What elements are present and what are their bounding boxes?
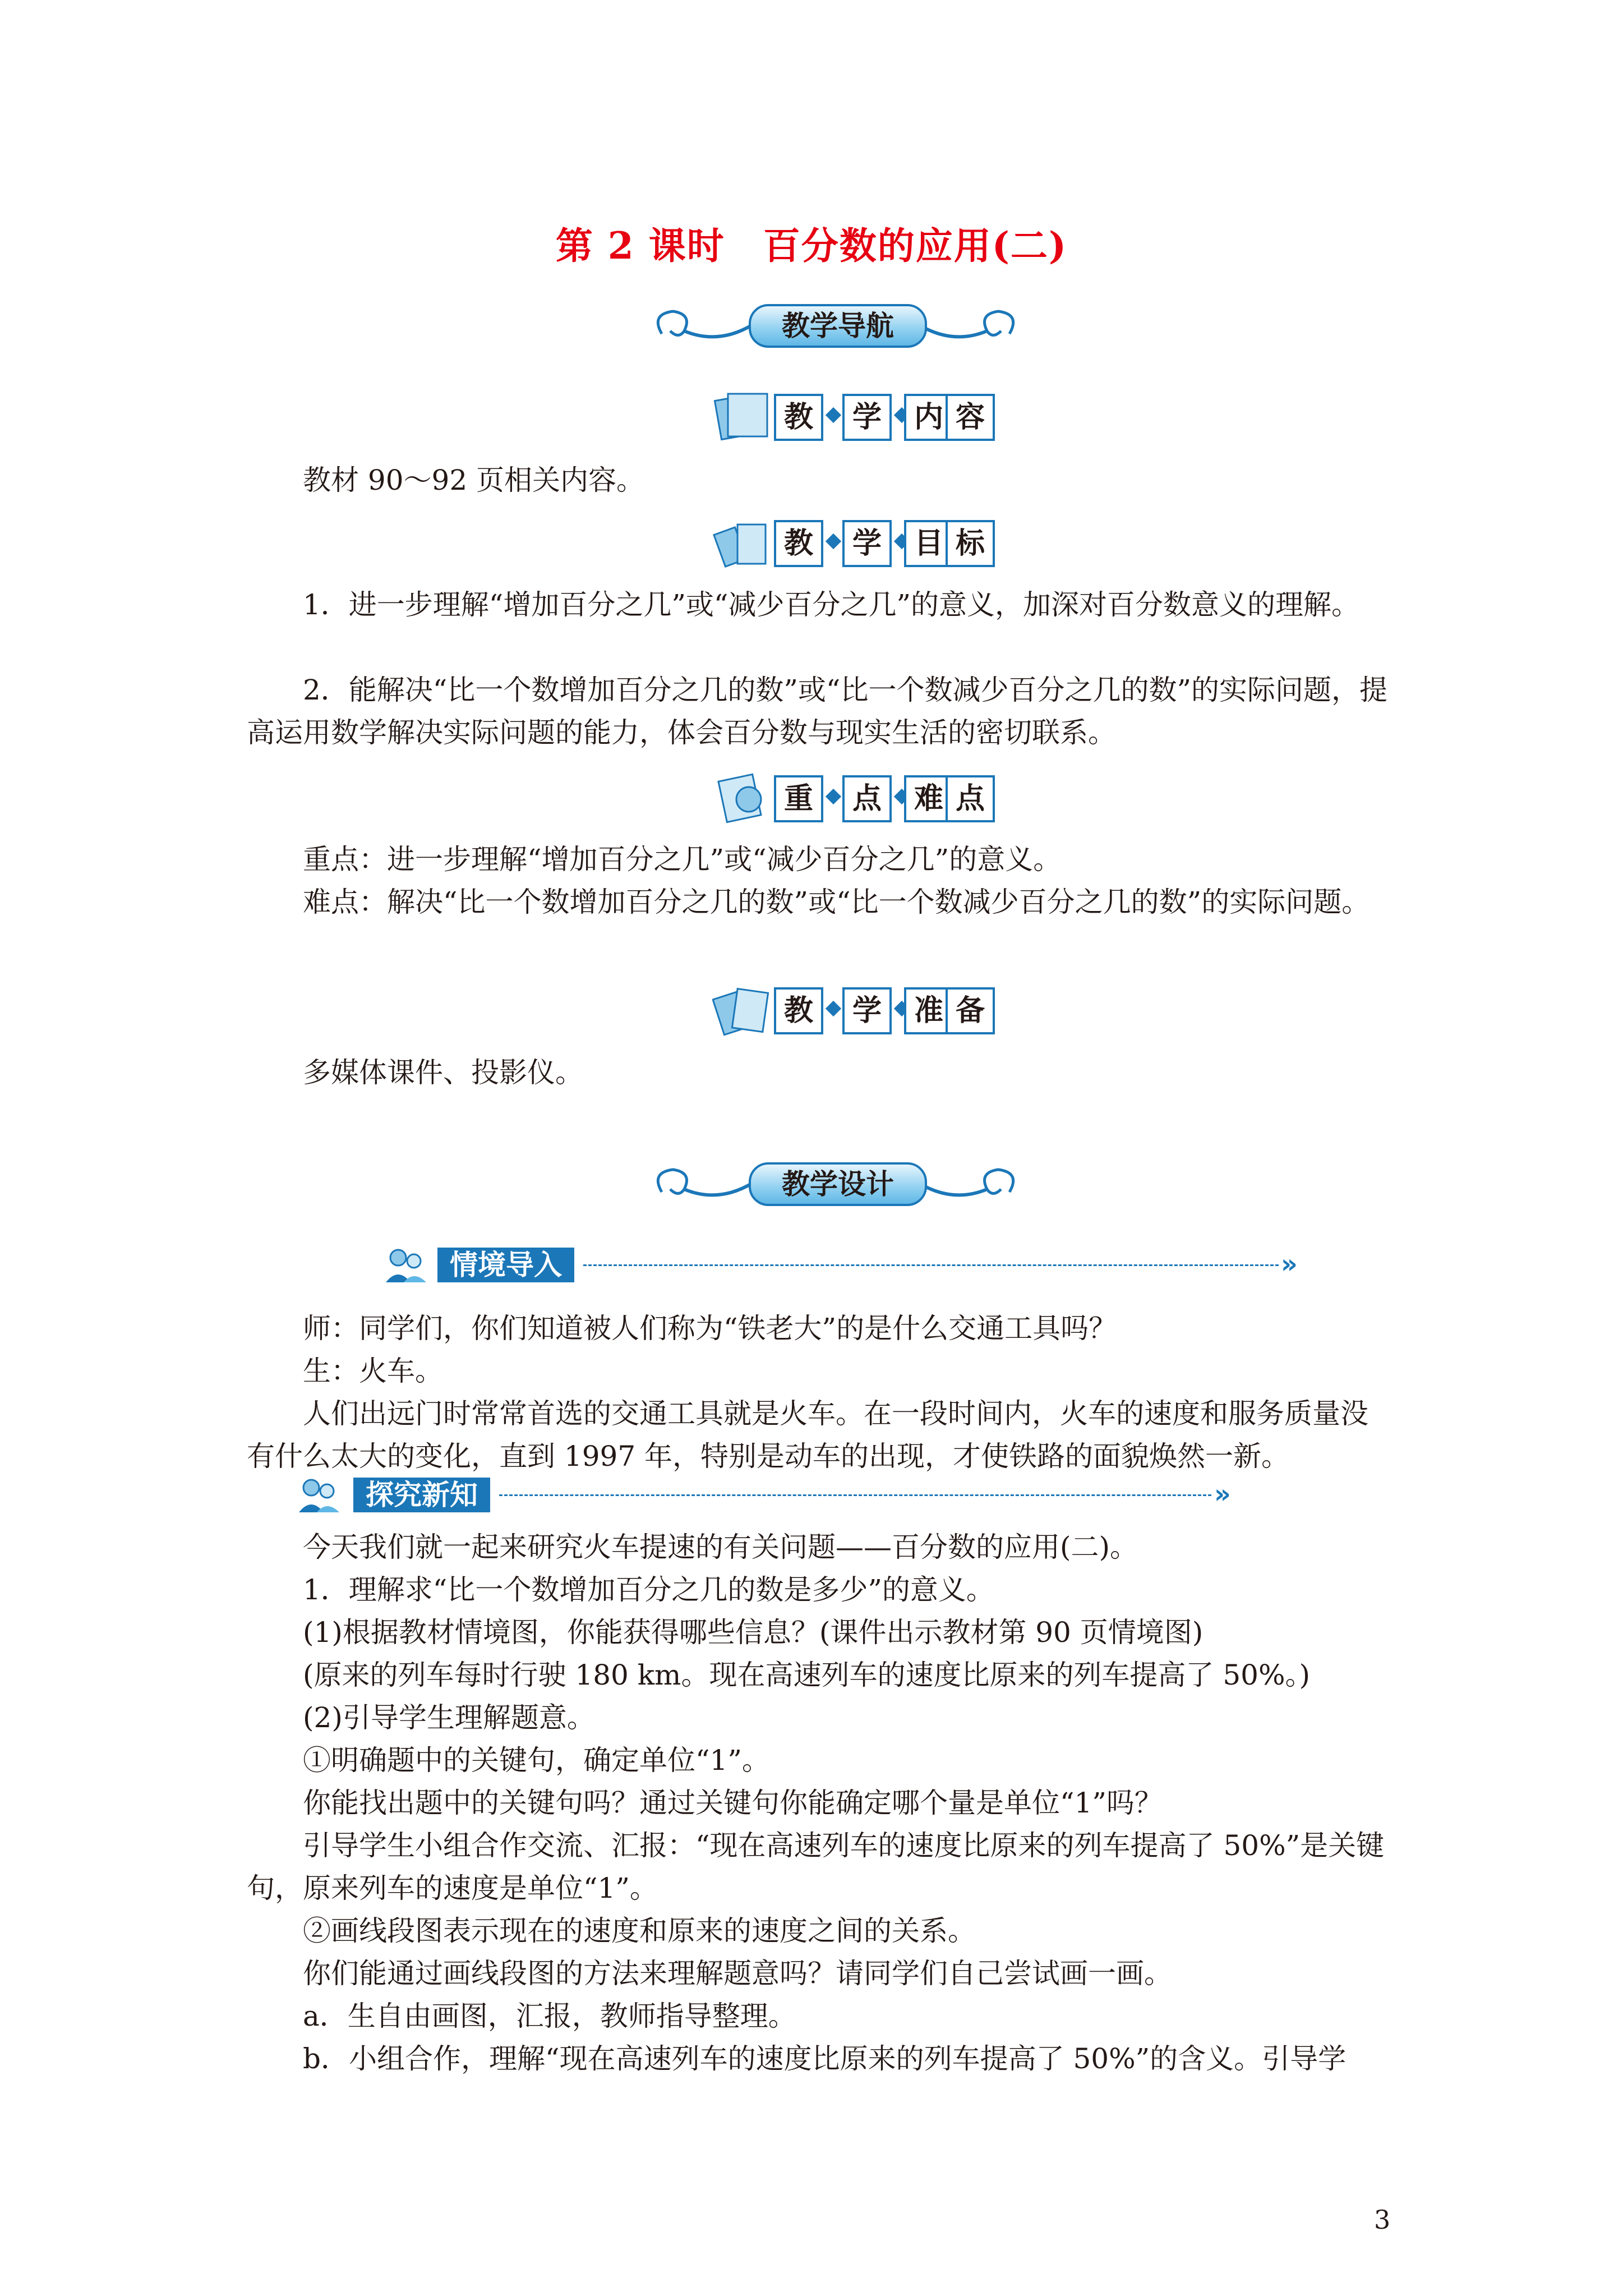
explore-p1: 今天我们就一起来研究火车提速的有关问题——百分数的应用(二)。 (303, 1531, 1138, 1563)
section-char: 点 (946, 775, 995, 822)
explore-p5: (2)引导学生理解题意。 (303, 1701, 595, 1734)
section-char: 容 (946, 394, 995, 441)
explore-p8: 引导学生小组合作交流、汇报：“现在高速列车的速度比原来的列车提高了 50%”是关键句，原来列车的速度是单位“1”。 (247, 1829, 1385, 1904)
section-head-content (712, 387, 993, 443)
section-char: 教 (774, 394, 823, 441)
double-arrow-icon: » (1281, 1249, 1298, 1279)
tab-label: 探究新知 (353, 1478, 490, 1512)
intro-teacher: 师：同学们，你们知道被人们称为“铁老大”的是什么交通工具吗？ (303, 1312, 1117, 1345)
explore-p7: 你能找出题中的关键句吗？通过关键句你能确定哪个量是单位“1”吗？ (303, 1787, 1163, 1819)
section-char: 教 (774, 520, 823, 567)
explore-p10: 你们能通过画线段图的方法来理解题意吗？请同学们自己尝试画一画。 (303, 1957, 1172, 1990)
prep-text: 多媒体课件、投影仪。 (303, 1056, 583, 1089)
tab-intro (381, 1245, 1312, 1285)
difficult-point: 难点：解决“比一个数增加百分之几的数”或“比一个数减少百分之几的数”的实际问题。 (303, 886, 1370, 918)
key-point: 重点：进一步理解“增加百分之几”或“减少百分之几”的意义。 (303, 843, 1062, 876)
section-head-keypoints (712, 769, 993, 825)
goal-1: 1．进一步理解“增加百分之几”或“减少百分之几”的意义，加深对百分数意义的理解。 (303, 588, 1360, 621)
files-icon (712, 981, 774, 1037)
explore-p11: a．生自由画图，汇报，教师指导整理。 (303, 2000, 796, 2032)
section-char: 目 (904, 520, 953, 567)
banner-label: 教学设计 (749, 1162, 927, 1206)
section-char: 标 (946, 520, 995, 567)
document-icon (712, 769, 774, 825)
section-head-goals (712, 513, 993, 569)
banner-teaching-guide (639, 292, 1032, 359)
double-arrow-icon: » (1214, 1479, 1231, 1509)
section-char: 准 (904, 987, 953, 1034)
explore-p12: b．小组合作，理解“现在高速列车的速度比原来的列车提高了 50%”的含义。引导学 (303, 2042, 1347, 2075)
section-char: 备 (946, 987, 995, 1034)
section-char: 内 (904, 394, 953, 441)
section-char: 教 (774, 987, 823, 1034)
content-text: 教材 90～92 页相关内容。 (303, 464, 645, 496)
explore-p4: (原来的列车每时行驶 180 km。现在高速列车的速度比原来的列车提高了 50%。) (303, 1659, 1310, 1691)
tab-label: 情境导入 (437, 1248, 574, 1282)
people-icon (381, 1245, 432, 1285)
folder-icon (712, 387, 774, 443)
explore-p9: ②画线段图表示现在的速度和原来的速度之间的关系。 (303, 1915, 976, 1947)
section-char: 学 (842, 394, 892, 441)
explore-p3: (1)根据教材情境图，你能获得哪些信息？(课件出示教材第 90 页情境图) (303, 1616, 1204, 1649)
tab-explore (294, 1475, 1242, 1515)
people-icon (294, 1475, 345, 1515)
page-title: 第 2 课时 百分数的应用(二) (555, 224, 1068, 268)
section-char: 学 (842, 987, 892, 1034)
books-icon (712, 513, 774, 569)
section-char: 点 (842, 775, 892, 822)
explore-p2: 1．理解求“比一个数增加百分之几的数是多少”的意义。 (303, 1573, 994, 1606)
section-head-prep (712, 981, 993, 1037)
explore-p6: ①明确题中的关键句，确定单位“1”。 (303, 1744, 770, 1777)
intro-student: 生：火车。 (303, 1355, 443, 1387)
goal-2: 2．能解决“比一个数增加百分之几的数”或“比一个数减少百分之几的数”的实际问题，提高运用数学解决实际问题的能力，体会百分数与现实生活的密切联系。 (247, 674, 1388, 749)
intro-narrative: 人们出远门时常常首选的交通工具就是火车。在一段时间内，火车的速度和服务质量没有什么太大的变化，直到 1997 年，特别是动车的出现，才使铁路的面貌焕然一新。 (247, 1397, 1368, 1473)
banner-teaching-design (639, 1150, 1032, 1217)
banner-label: 教学导航 (749, 304, 927, 348)
section-char: 重 (774, 775, 823, 822)
section-char: 难 (904, 775, 953, 822)
page-number: 3 (1374, 2205, 1391, 2235)
section-char: 学 (842, 520, 892, 567)
